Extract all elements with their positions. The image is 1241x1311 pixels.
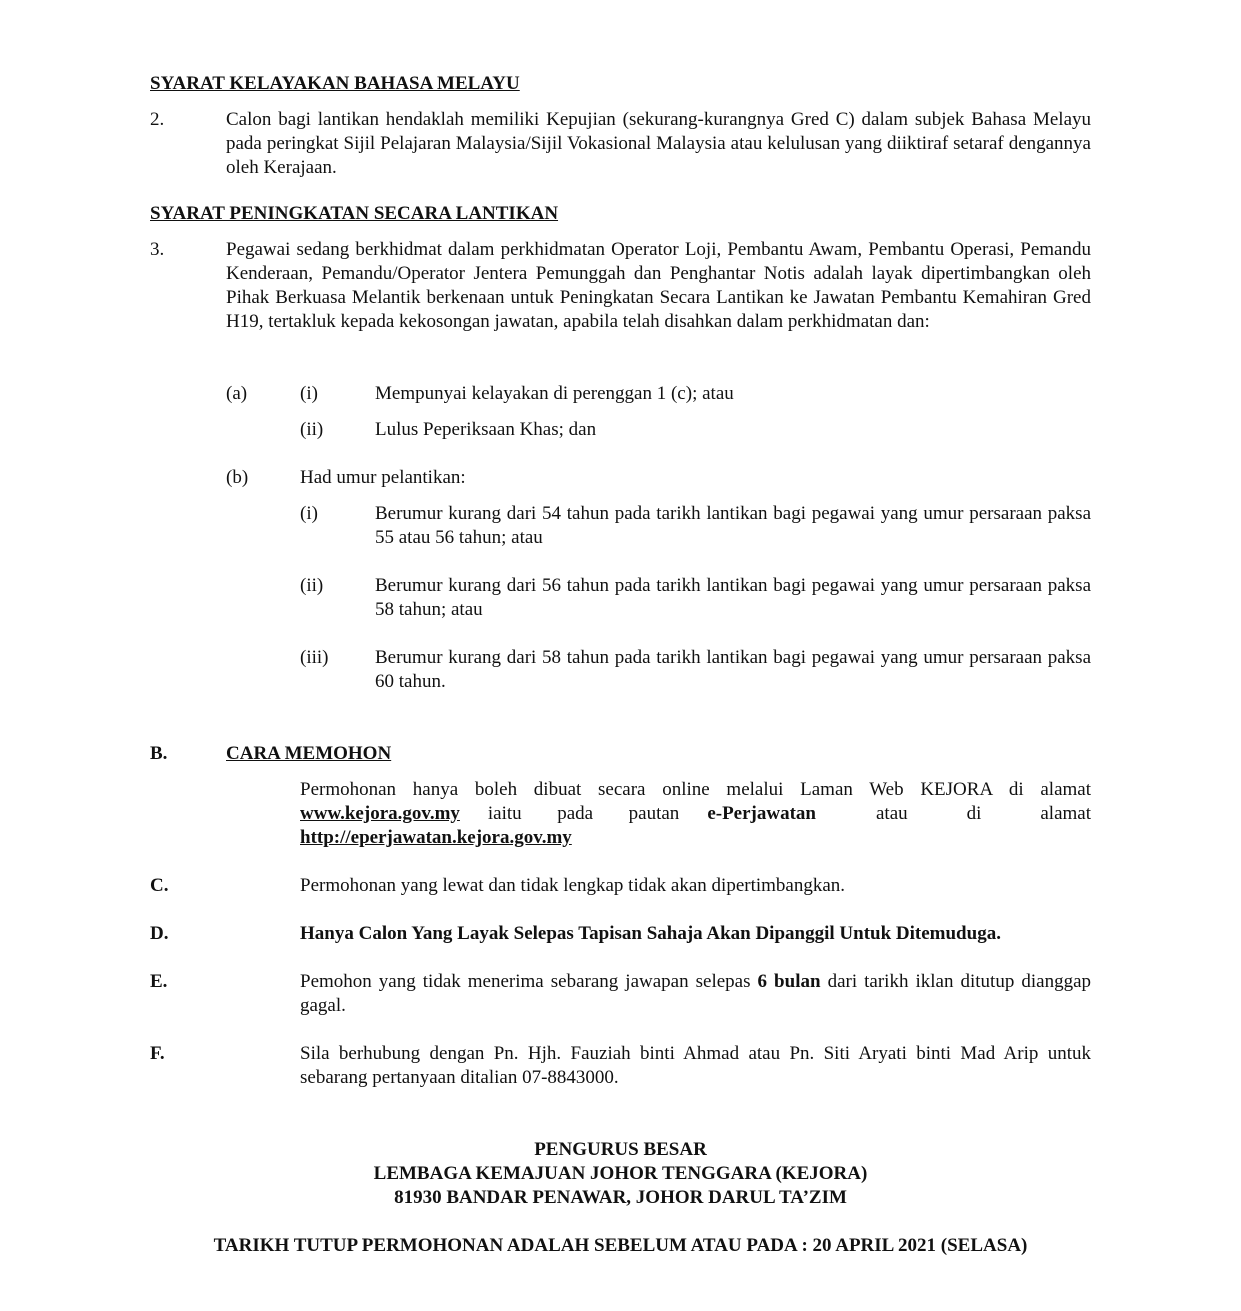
- apply-line-1: Permohonan hanya boleh dibuat secara online melalui Laman Web KEJORA di alamat: [300, 779, 1091, 800]
- heading-syarat-peningkatan: SYARAT PENINGKATAN SECARA LANTIKAN: [150, 203, 559, 224]
- e-text-pre: Pemohon yang tidak menerima sebarang jawapan selepas: [300, 971, 751, 992]
- paragraph-number: 2.: [150, 109, 165, 130]
- eperjawatan-label: e-Perjawatan: [707, 803, 816, 824]
- item-intro: Had umur pelantikan:: [300, 467, 466, 488]
- item-label: (a): [226, 383, 248, 404]
- footer-title: PENGURUS BESAR: [534, 1139, 707, 1160]
- closing-date: TARIKH TUTUP PERMOHONAN ADALAH SEBELUM ATAU PADA : 20 APRIL 2021 (SELASA): [213, 1235, 1028, 1256]
- eperjawatan-link[interactable]: http://eperjawatan.kejora.gov.my: [300, 827, 572, 848]
- apply-mid-text: iaitu pada pautan: [487, 803, 680, 824]
- section-letter: D.: [150, 923, 169, 944]
- subitem-text: Lulus Peperiksaan Khas; dan: [375, 419, 597, 440]
- apply-line-2: [300, 802, 1091, 826]
- section-text: Sila berhubung dengan Pn. Hjh. Fauziah binti Ahmad atau Pn. Siti Aryati binti Mad Arip untuk sebarang pertanyaan ditalian 07-8843000.: [300, 1043, 1091, 1088]
- e-text-bold: 6 bulan: [757, 971, 821, 992]
- item-label: (b): [226, 467, 249, 488]
- heading-syarat-bahasa-melayu: SYARAT KELAYAKAN BAHASA MELAYU: [150, 73, 520, 94]
- subitem-label: (i): [300, 503, 318, 524]
- section-letter: E.: [150, 971, 168, 992]
- footer-address: 81930 BANDAR PENAWAR, JOHOR DARUL TA’ZIM: [394, 1187, 847, 1208]
- section-text-bold: Hanya Calon Yang Layak Selepas Tapisan Sahaja Akan Dipanggil Untuk Ditemuduga.: [300, 923, 1001, 944]
- paragraph-number: 3.: [150, 239, 165, 260]
- apply-tail-text: atau di alamat: [876, 803, 1091, 824]
- subitem-text: Mempunyai kelayakan di perenggan 1 (c); atau: [375, 383, 734, 404]
- subitem-text: Berumur kurang dari 58 tahun pada tarikh lantikan bagi pegawai yang umur persaraan paksa 60 tahun.: [375, 647, 1091, 692]
- section-letter: F.: [150, 1043, 165, 1064]
- subitem-label: (i): [300, 383, 318, 404]
- subitem-label: (ii): [300, 575, 324, 596]
- section-text: [300, 970, 1091, 1018]
- subitem-text: Berumur kurang dari 56 tahun pada tarikh lantikan bagi pegawai yang umur persaraan paksa 58 tahun; atau: [375, 575, 1091, 620]
- subitem-text: Berumur kurang dari 54 tahun pada tarikh lantikan bagi pegawai yang umur persaraan paksa 55 atau 56 tahun; atau: [375, 503, 1091, 548]
- subitem-label: (iii): [300, 647, 329, 668]
- paragraph-text: Pegawai sedang berkhidmat dalam perkhidmatan Operator Loji, Pembantu Awam, Pembantu Operasi, Pemandu Kenderaan, Pemandu/Operator Jentera Pemunggah dan Penghantar Notis adalah layak dipertimbangkan oleh Pihak Berkuasa Melantik berkenaan untuk Peningkatan Secara Lantikan ke Jawatan Pembantu Kemahiran Gred H19, tertakluk kepada kekosongan jawatan, apabila telah disahkan dalam perkhidmatan dan:: [226, 239, 1091, 332]
- kejora-website-link[interactable]: www.kejora.gov.my: [300, 803, 460, 824]
- subitem-label: (ii): [300, 419, 324, 440]
- e-text-post: dari tarikh iklan ditutup dianggap gagal.: [300, 971, 1092, 1016]
- section-text: Permohonan yang lewat dan tidak lengkap tidak akan dipertimbangkan.: [300, 875, 846, 896]
- footer-organisation: LEMBAGA KEMAJUAN JOHOR TENGGARA (KEJORA): [373, 1163, 868, 1184]
- section-letter: B.: [150, 743, 168, 764]
- heading-cara-memohon: CARA MEMOHON: [226, 743, 392, 764]
- section-letter: C.: [150, 875, 169, 896]
- paragraph-text: Calon bagi lantikan hendaklah memiliki Kepujian (sekurang-kurangnya Gred C) dalam subjek Bahasa Melayu pada peringkat Sijil Pelajaran Malaysia/Sijil Vokasional Malaysia atau kelulusan yang diiktiraf setaraf dengannya oleh Kerajaan.: [226, 109, 1091, 178]
